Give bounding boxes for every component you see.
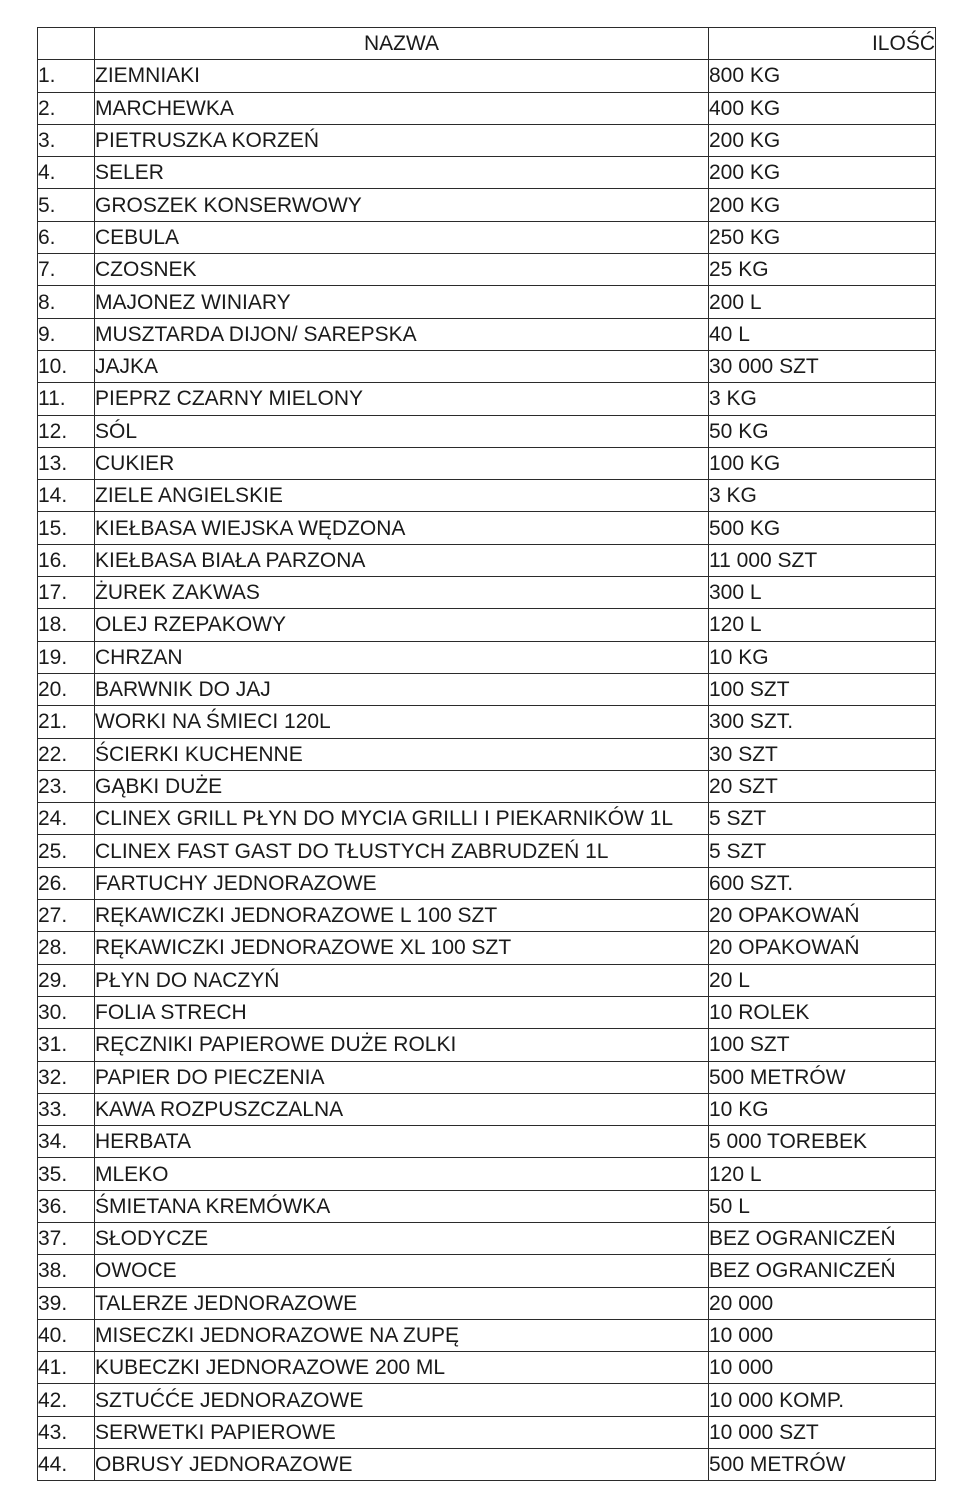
item-name: SERWETKI PAPIEROWE (95, 1416, 709, 1448)
table-row (38, 1222, 936, 1254)
table-row (38, 1126, 936, 1158)
item-name: SZTUĆĆE JEDNORAZOWE (95, 1384, 709, 1416)
row-number: 13. (38, 447, 95, 479)
row-number: 21. (38, 706, 95, 738)
item-quantity: 5 SZT (709, 803, 936, 835)
item-quantity: 11 000 SZT (709, 544, 936, 576)
item-quantity: 120 L (709, 609, 936, 641)
table-row (38, 92, 936, 124)
item-quantity: 3 KG (709, 383, 936, 415)
row-number: 5. (38, 189, 95, 221)
item-name: RĘKAWICZKI JEDNORAZOWE XL 100 SZT (95, 932, 709, 964)
row-number: 23. (38, 770, 95, 802)
table-row (38, 964, 936, 996)
table-header (38, 28, 936, 60)
item-name: SÓL (95, 415, 709, 447)
item-quantity: 200 KG (709, 157, 936, 189)
item-quantity: 100 SZT (709, 673, 936, 705)
row-number: 2. (38, 92, 95, 124)
table-row (38, 803, 936, 835)
item-name: OLEJ RZEPAKOWY (95, 609, 709, 641)
row-number: 12. (38, 415, 95, 447)
row-number: 14. (38, 480, 95, 512)
item-name: CEBULA (95, 221, 709, 253)
table-row (38, 221, 936, 253)
item-name: SELER (95, 157, 709, 189)
item-quantity: 800 KG (709, 60, 936, 92)
item-quantity: 300 L (709, 577, 936, 609)
table-row (38, 350, 936, 382)
table-row (38, 124, 936, 156)
item-quantity: 5 SZT (709, 835, 936, 867)
table-row (38, 1158, 936, 1190)
table-row (38, 1190, 936, 1222)
item-name: KIEŁBASA WIEJSKA WĘDZONA (95, 512, 709, 544)
table-row (38, 1449, 936, 1481)
item-quantity: 400 KG (709, 92, 936, 124)
row-number: 1. (38, 60, 95, 92)
row-number: 27. (38, 900, 95, 932)
table-row (38, 996, 936, 1028)
row-number: 29. (38, 964, 95, 996)
item-name: RĘCZNIKI PAPIEROWE DUŻE ROLKI (95, 1029, 709, 1061)
row-number: 16. (38, 544, 95, 576)
item-name: FARTUCHY JEDNORAZOWE (95, 867, 709, 899)
item-name: ŚMIETANA KREMÓWKA (95, 1190, 709, 1222)
item-quantity: 25 KG (709, 254, 936, 286)
table-row (38, 706, 936, 738)
item-name: OWOCE (95, 1255, 709, 1287)
table-row (38, 383, 936, 415)
table-row (38, 641, 936, 673)
row-number: 11. (38, 383, 95, 415)
row-number: 15. (38, 512, 95, 544)
table-row (38, 318, 936, 350)
table-row (38, 544, 936, 576)
item-quantity: 500 KG (709, 512, 936, 544)
table-row (38, 932, 936, 964)
table-row (38, 1255, 936, 1287)
item-name: OBRUSY JEDNORAZOWE (95, 1449, 709, 1481)
item-quantity: 40 L (709, 318, 936, 350)
item-name: BARWNIK DO JAJ (95, 673, 709, 705)
header-number (38, 28, 95, 60)
table-row (38, 609, 936, 641)
row-number: 36. (38, 1190, 95, 1222)
item-quantity: 10 KG (709, 641, 936, 673)
table-body (38, 60, 936, 1481)
table-row (38, 189, 936, 221)
table-row (38, 1319, 936, 1351)
table-row (38, 512, 936, 544)
row-number: 4. (38, 157, 95, 189)
item-quantity: 10 000 KOMP. (709, 1384, 936, 1416)
item-name: MAJONEZ WINIARY (95, 286, 709, 318)
item-quantity: 200 KG (709, 124, 936, 156)
item-quantity: 20 L (709, 964, 936, 996)
item-quantity: BEZ OGRANICZEŃ (709, 1255, 936, 1287)
item-quantity: 300 SZT. (709, 706, 936, 738)
row-number: 38. (38, 1255, 95, 1287)
table-row (38, 157, 936, 189)
item-name: MUSZTARDA DIJON/ SAREPSKA (95, 318, 709, 350)
item-name: MLEKO (95, 1158, 709, 1190)
row-number: 35. (38, 1158, 95, 1190)
table-row (38, 1352, 936, 1384)
item-name: GĄBKI DUŻE (95, 770, 709, 802)
table-row (38, 415, 936, 447)
header-quantity: ILOŚĆ (709, 28, 936, 60)
item-quantity: 3 KG (709, 480, 936, 512)
item-name: CLINEX GRILL PŁYN DO MYCIA GRILLI I PIEKARNIKÓW 1L (95, 803, 709, 835)
item-quantity: 20 OPAKOWAŃ (709, 932, 936, 964)
header-row (38, 28, 936, 60)
table-row (38, 1061, 936, 1093)
row-number: 33. (38, 1093, 95, 1125)
table-row (38, 60, 936, 92)
table-row (38, 673, 936, 705)
item-quantity: 50 KG (709, 415, 936, 447)
table-row (38, 867, 936, 899)
item-quantity: 10 000 SZT (709, 1416, 936, 1448)
table-row (38, 900, 936, 932)
row-number: 25. (38, 835, 95, 867)
item-name: JAJKA (95, 350, 709, 382)
row-number: 3. (38, 124, 95, 156)
item-name: ŚCIERKI KUCHENNE (95, 738, 709, 770)
item-quantity: 500 METRÓW (709, 1061, 936, 1093)
item-name: PIEPRZ CZARNY MIELONY (95, 383, 709, 415)
item-name: KAWA ROZPUSZCZALNA (95, 1093, 709, 1125)
item-name: ŻUREK ZAKWAS (95, 577, 709, 609)
row-number: 17. (38, 577, 95, 609)
item-name: KUBECZKI JEDNORAZOWE 200 ML (95, 1352, 709, 1384)
item-quantity: 20 000 (709, 1287, 936, 1319)
row-number: 8. (38, 286, 95, 318)
item-name: MARCHEWKA (95, 92, 709, 124)
table-row (38, 577, 936, 609)
table-row (38, 1384, 936, 1416)
row-number: 7. (38, 254, 95, 286)
item-name: HERBATA (95, 1126, 709, 1158)
item-quantity: 10 000 (709, 1352, 936, 1384)
item-name: CHRZAN (95, 641, 709, 673)
row-number: 18. (38, 609, 95, 641)
header-name: NAZWA (95, 28, 709, 60)
table-row (38, 1287, 936, 1319)
table-row (38, 1093, 936, 1125)
row-number: 30. (38, 996, 95, 1028)
row-number: 26. (38, 867, 95, 899)
item-quantity: 600 SZT. (709, 867, 936, 899)
item-quantity: BEZ OGRANICZEŃ (709, 1222, 936, 1254)
item-quantity: 20 OPAKOWAŃ (709, 900, 936, 932)
item-quantity: 30 000 SZT (709, 350, 936, 382)
item-name: CUKIER (95, 447, 709, 479)
row-number: 43. (38, 1416, 95, 1448)
item-quantity: 10 ROLEK (709, 996, 936, 1028)
table-row (38, 480, 936, 512)
item-quantity: 20 SZT (709, 770, 936, 802)
table-row (38, 835, 936, 867)
item-quantity: 100 KG (709, 447, 936, 479)
table-row (38, 1416, 936, 1448)
row-number: 24. (38, 803, 95, 835)
row-number: 37. (38, 1222, 95, 1254)
row-number: 31. (38, 1029, 95, 1061)
row-number: 19. (38, 641, 95, 673)
row-number: 28. (38, 932, 95, 964)
item-quantity: 200 L (709, 286, 936, 318)
row-number: 9. (38, 318, 95, 350)
item-name: PIETRUSZKA KORZEŃ (95, 124, 709, 156)
item-name: PAPIER DO PIECZENIA (95, 1061, 709, 1093)
item-name: FOLIA STRECH (95, 996, 709, 1028)
table-row (38, 286, 936, 318)
row-number: 20. (38, 673, 95, 705)
table-row (38, 1029, 936, 1061)
item-name: ZIEMNIAKI (95, 60, 709, 92)
table-row (38, 254, 936, 286)
item-quantity: 30 SZT (709, 738, 936, 770)
row-number: 6. (38, 221, 95, 253)
item-quantity: 50 L (709, 1190, 936, 1222)
row-number: 22. (38, 738, 95, 770)
row-number: 39. (38, 1287, 95, 1319)
item-quantity: 5 000 TOREBEK (709, 1126, 936, 1158)
item-name: GROSZEK KONSERWOWY (95, 189, 709, 221)
item-quantity: 100 SZT (709, 1029, 936, 1061)
row-number: 44. (38, 1449, 95, 1481)
item-name: KIEŁBASA BIAŁA PARZONA (95, 544, 709, 576)
item-name: ZIELE ANGIELSKIE (95, 480, 709, 512)
item-name: RĘKAWICZKI JEDNORAZOWE L 100 SZT (95, 900, 709, 932)
row-number: 41. (38, 1352, 95, 1384)
item-name: CLINEX FAST GAST DO TŁUSTYCH ZABRUDZEŃ 1L (95, 835, 709, 867)
table-row (38, 447, 936, 479)
item-quantity: 120 L (709, 1158, 936, 1190)
item-name: TALERZE JEDNORAZOWE (95, 1287, 709, 1319)
item-quantity: 250 KG (709, 221, 936, 253)
item-quantity: 200 KG (709, 189, 936, 221)
table-row (38, 770, 936, 802)
items-table (37, 27, 936, 1481)
row-number: 40. (38, 1319, 95, 1351)
item-name: WORKI NA ŚMIECI 120L (95, 706, 709, 738)
item-name: SŁODYCZE (95, 1222, 709, 1254)
item-quantity: 10 000 (709, 1319, 936, 1351)
row-number: 10. (38, 350, 95, 382)
item-quantity: 500 METRÓW (709, 1449, 936, 1481)
item-name: PŁYN DO NACZYŃ (95, 964, 709, 996)
row-number: 34. (38, 1126, 95, 1158)
table-row (38, 738, 936, 770)
row-number: 42. (38, 1384, 95, 1416)
item-name: MISECZKI JEDNORAZOWE NA ZUPĘ (95, 1319, 709, 1351)
row-number: 32. (38, 1061, 95, 1093)
item-quantity: 10 KG (709, 1093, 936, 1125)
item-name: CZOSNEK (95, 254, 709, 286)
